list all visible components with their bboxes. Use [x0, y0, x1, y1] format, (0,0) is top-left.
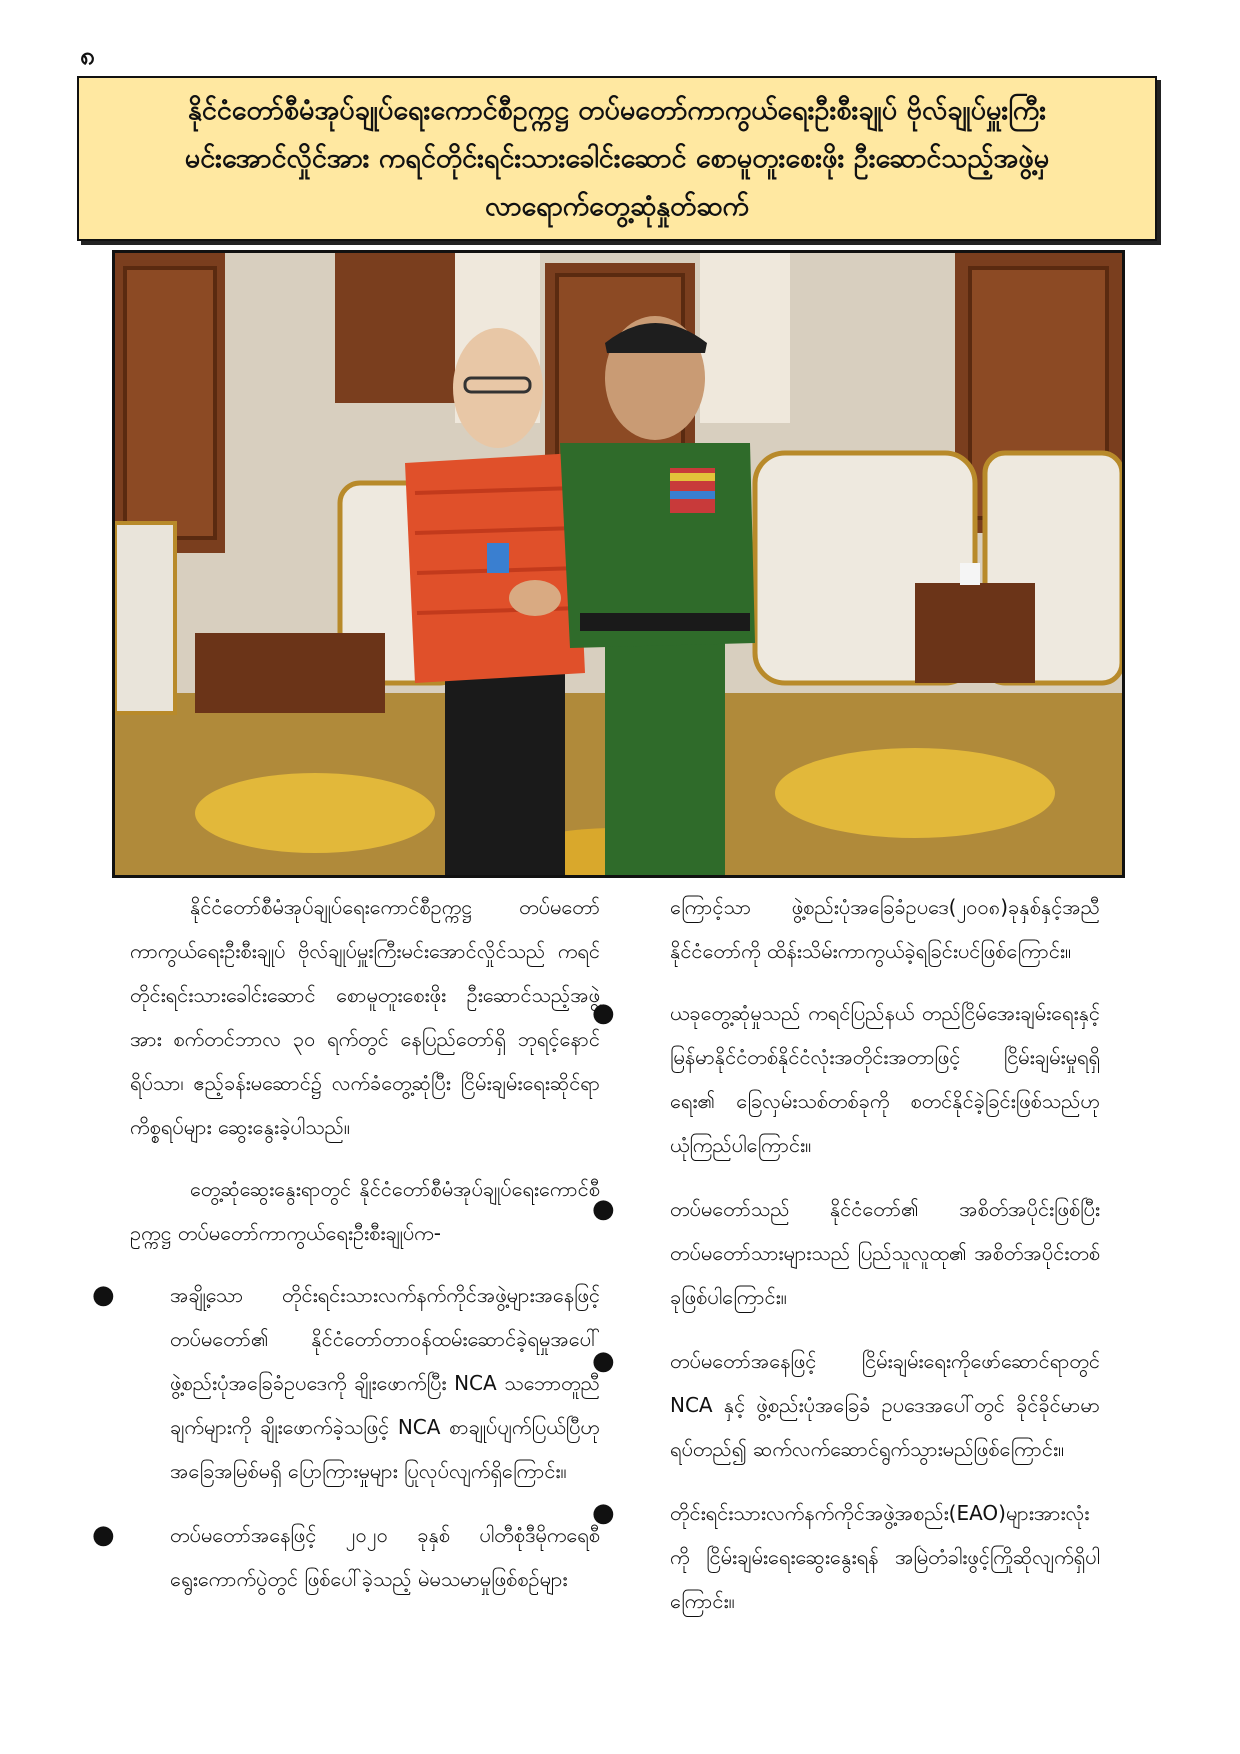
bullet-icon: ●: [592, 1194, 615, 1224]
headline-line-1: နိုင်ငံတော်စီမံအုပ်ချုပ်ရေးကောင်စီဥက္ကဋ္ဌ တပ်မတော်ကာကွယ်ရေးဦးစီးချုပ် ဗိုလ်ချုပ်မှူးကြီး: [187, 94, 1047, 126]
right-text-column: [592, 885, 1100, 1643]
handshake-photo-illustration: [115, 253, 1122, 875]
page-number: ၈: [80, 41, 95, 71]
list-item-text: တပ်မတော်သည် နိုင်ငံတော်၏ အစိတ်အပိုင်းဖြစ်ပြီး တပ်မတော်သားများသည် ပြည်သူလူထု၏ အစိတ်အပိုင်းတစ်ခုဖြစ်ပါကြောင်း။: [670, 1197, 1100, 1309]
headline-line-3: လာရောက်တွေ့ဆုံနှုတ်ဆက်: [485, 190, 749, 222]
headline-line-2: မင်းအောင်လှိုင်အား ကရင်တိုင်းရင်းသားခေါင်းဆောင် စောမူတူးစေးဖိုး ဦးဆောင်သည့်အဖွဲ့မှ: [184, 142, 1050, 174]
bullet-icon: ●: [92, 1520, 115, 1550]
continuation-paragraph: ကြောင့်သာ ဖွဲ့စည်းပုံအခြေခံဥပဒေ(၂၀၀၈)ခုနှစ်နှင့်အညီ နိုင်ငံတော်ကို ထိန်းသိမ်းကာကွယ်ခဲ့ရခြင်းပင်ဖြစ်ကြောင်း။: [670, 895, 1100, 963]
intro-paragraph: နိုင်ငံတော်စီမံအုပ်ချုပ်ရေးကောင်စီဥက္ကဋ္ဌ တပ်မတော်ကာကွယ်ရေးဦးစီးချုပ် ဗိုလ်ချုပ်မှူးကြီးမင်းအောင်လှိုင်သည် ကရင်တိုင်းရင်းသားခေါင်းဆောင် စောမူတူးစေးဖိုး ဦးဆောင်သည့်အဖွဲ့အား စက်တင်ဘာလ ၃၀ ရက်တွင် နေပြည်တော်ရှိ ဘုရင့်နောင်ရိပ်သာ၊ ဧည့်ခန်းမဆောင်၌ လက်ခံတွေ့ဆုံပြီး ငြိမ်းချမ်းရေးဆိုင်ရာကိစ္စရပ်များ ဆွေးနွေးခဲ့ပါသည်။: [130, 895, 600, 1139]
bullet-icon: ●: [592, 1346, 615, 1376]
list-item-text: တပ်မတော်အနေဖြင့် ၂၀၂၀ ခုနှစ် ပါတီစုံဒီမိုကရေစီရွေးကောက်ပွဲတွင် ဖြစ်ပေါ်ခဲ့သည့် မဲမသမာမှုဖြစ်စဉ်များ: [170, 1523, 600, 1591]
list-item-text: အချို့သော တိုင်းရင်းသားလက်နက်ကိုင်အဖွဲ့များအနေဖြင့် တပ်မတော်၏ နိုင်ငံတော်တာဝန်ထမ်းဆောင်ခဲ့ရမှုအပေါ် ဖွဲ့စည်းပုံအခြေခံဥပဒေကို ချိုးဖောက်ပြီး NCA သဘောတူညီချက်များကို ချိုးဖောက်ခဲ့သဖြင့် NCA စာချုပ်ပျက်ပြယ်ပြီဟု အခြေအမြစ်မရှိ ပြောကြားမှုများ ပြုလုပ်လျက်ရှိကြောင်း။: [170, 1283, 600, 1483]
left-text-column: [92, 885, 600, 1621]
list-item: [592, 1187, 1100, 1319]
headline-box: [77, 76, 1157, 241]
list-item-text: တပ်မတော်အနေဖြင့် ငြိမ်းချမ်းရေးကိုဖော်ဆောင်ရာတွင် NCA နှင့် ဖွဲ့စည်းပုံအခြေခံ ဥပဒေအပေါ်တွင် ခိုင်ခိုင်မာမာ ရပ်တည်၍ ဆက်လက်ဆောင်ရွက်သွားမည်ဖြစ်ကြောင်း။: [670, 1349, 1100, 1461]
list-item-text: တိုင်းရင်းသားလက်နက်ကိုင်အဖွဲ့အစည်း(EAO)များအားလုံးကို ငြိမ်းချမ်းရေးဆွေးနွေးရန် အမြဲတံခါးဖွင့်ကြိုဆိုလျက်ရှိပါကြောင်း။: [670, 1501, 1100, 1613]
news-photo: [112, 250, 1125, 878]
bullet-icon: ●: [592, 998, 615, 1028]
list-item: [92, 1513, 600, 1601]
bullet-icon: ●: [92, 1280, 115, 1310]
bullet-icon: ●: [592, 1498, 615, 1528]
list-item: [92, 1273, 600, 1493]
list-item-text: ယခုတွေ့ဆုံမှုသည် ကရင်ပြည်နယ် တည်ငြိမ်အေးချမ်းရေးနှင့် မြန်မာနိုင်ငံတစ်နိုင်ငံလုံးအတိုင်းအတာဖြင့် ငြိမ်းချမ်းမှုရရှိရေး၏ ခြေလှမ်းသစ်တစ်ခုကို စတင်နိုင်ခဲ့ခြင်းဖြစ်သည်ဟု ယုံကြည်ပါကြောင်း။: [670, 1001, 1100, 1157]
list-item: [592, 991, 1100, 1167]
list-item: [592, 1339, 1100, 1471]
list-item: [592, 1491, 1100, 1623]
discussion-paragraph: တွေ့ဆုံဆွေးနွေးရာတွင် နိုင်ငံတော်စီမံအုပ်ချုပ်ရေးကောင်စီဥက္ကဋ္ဌ တပ်မတော်ကာကွယ်ရေးဦးစီးချုပ်က-: [130, 1177, 600, 1245]
